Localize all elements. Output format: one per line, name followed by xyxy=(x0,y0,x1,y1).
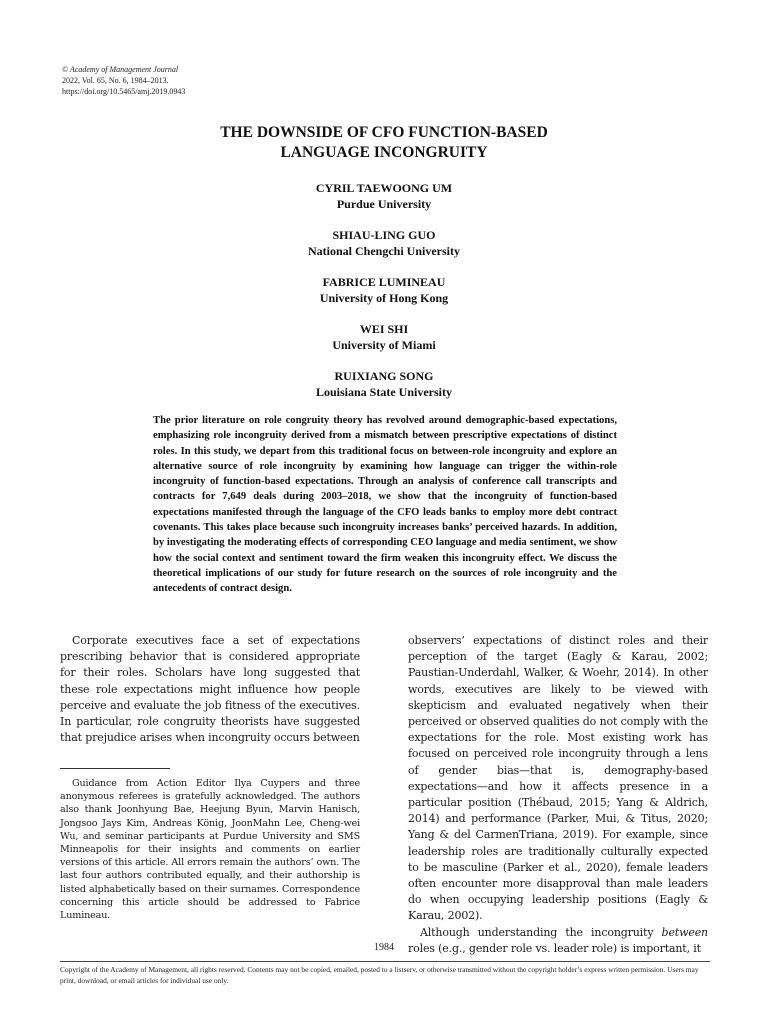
body-paragraph: observers’ expectations of distinct roles and their perception of the target (Eagly & Karau, 2002; Paustian-Underdahl, Walker, & Woehr, 2014). In other words, executives are likely to be viewed with skepticism and evaluated negatively when their perceived or observed qualities do not comply with the expectations for the role. Most existing work has focused on perceived role incongruity through a lens of gender bias—that is, demography-based expectations—and how it affects presence in a particular position (Thébaud, 2015; Yang & Aldrich, 2014) and performance (Parker, Mui, & Titus, 2020; Yang & del CarmenTriana, 2019). For example, since leadership roles are traditionally culturally expected to be masculine (Parker et al., 2020), female leaders often encounter more disapproval than male leaders do when occupying leadership positions (Eagly & Karau, 2002). xyxy=(408,634,708,923)
article-title-line-1: THE DOWNSIDE OF CFO FUNCTION-BASED xyxy=(220,124,548,141)
author-block xyxy=(0,368,768,400)
author-name: RUIXIANG SONG xyxy=(334,369,434,383)
author-block xyxy=(0,180,768,212)
author-affiliation: Purdue University xyxy=(336,197,432,211)
author-affiliation: National Chengchi University xyxy=(307,244,460,258)
author-block xyxy=(0,321,768,353)
author-block xyxy=(0,274,768,306)
journal-name: © Academy of Management Journal xyxy=(62,65,179,74)
author-affiliation: University of Miami xyxy=(332,338,436,352)
author-name: WEI SHI xyxy=(359,322,409,336)
journal-metadata xyxy=(62,64,362,97)
author-name: FABRICE LUMINEAU xyxy=(322,275,446,289)
article-title-line-2: LANGUAGE INCONGRUITY xyxy=(280,144,488,161)
body-text: roles (e.g., gender role vs. leader role) is important, it xyxy=(408,941,701,955)
page-number: 1984 xyxy=(374,942,394,953)
body-text: Although understanding the incongruity xyxy=(420,925,662,939)
copyright-notice: Copyright of the Academy of Management, all rights reserved. Contents may not be copied, emailed, posted to a listserv, or otherwise transmitted without the copyright holder’s express written permission. Users may print, download, or email articles for individual use only. xyxy=(60,965,699,985)
emphasized-text: between xyxy=(661,925,708,939)
author-name: SHIAU-LING GUO xyxy=(332,228,436,242)
footnote-divider xyxy=(60,768,170,769)
author-affiliation: Louisiana State University xyxy=(315,385,452,399)
abstract: The prior literature on role congruity theory has revolved around demographic-based expectations, emphasizing role incongruity derived from a mismatch between prescriptive expectations of distinct roles. In this study, we depart from this traditional focus on between-role incongruity and explore an alternative source of role incongruity by examining how language can trigger the within-role incongruity of function-based expectations. Through an analysis of conference call transcripts and contracts for 7,649 deals during 2003–2018, we show that the incongruity of function-based expectations manifested through the language of the CFO leads banks to employ more debt contract covenants. This takes place because such incongruity increases banks’ perceived hazards. In addition, by investigating the moderating effects of corresponding CEO language and media sentiment, we show how the social context and sentiment toward the firm weaken this incongruity effect. We discuss the theoretical implications of our study for future research on the sources of role incongruity and the antecedents of contract design. xyxy=(153,415,617,595)
doi-link[interactable]: https://doi.org/10.5465/amj.2019.0943 xyxy=(62,87,186,96)
author-affiliation: University of Hong Kong xyxy=(319,291,449,305)
footer-divider xyxy=(60,961,710,962)
author-block xyxy=(0,227,768,259)
journal-issue: 2022, Vol. 65, No. 6, 1984–2013. xyxy=(62,76,169,85)
body-left-column xyxy=(60,633,360,746)
author-name: CYRIL TAEWOONG UM xyxy=(315,181,453,195)
body-right-column xyxy=(408,633,708,957)
acknowledgment-footnote: Guidance from Action Editor Ilya Cuypers and three anonymous referees is gratefully acknowledged. The authors also thank Joonhyung Bae, Heejung Byun, Marvin Hanisch, Jongsoo Jays Kim, Andreas König, JoonMahn Lee, Cheng-wei Wu, and seminar participants at Purdue University and SMS Minneapolis for their insights and comments on earlier versions of this article. All errors remain the authors’ own. The last four authors contributed equally, and their authorship is listed alphabetically based on their surnames. Correspondence concerning this article should be addressed to Fabrice Lumineau. xyxy=(60,778,360,922)
article-title xyxy=(0,123,768,163)
body-paragraph: Corporate executives face a set of expectations prescribing behavior that is considered appropriate for their roles. Scholars have long suggested that these role expectations might influence how people perceive and evaluate the job fitness of the executives. In particular, role congruity theorists have suggested that prejudice arises when incongruity occurs between xyxy=(60,634,360,745)
